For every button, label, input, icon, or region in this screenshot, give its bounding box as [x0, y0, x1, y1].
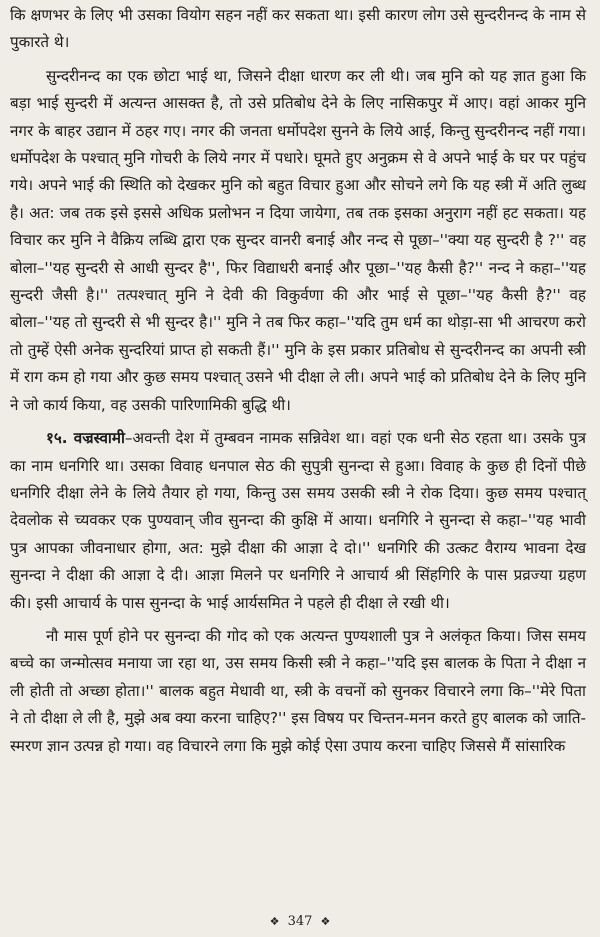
- page-footer: [0, 914, 600, 929]
- paragraph-text: नौ मास पूर्ण होने पर सुनन्दा की गोद को एक अत्यन्त पुण्यशाली पुत्र ने अलंकृत किया। जिस समय बच्चे का जन्मोत्सव मनाया जा रहा था, उस समय किसी स्त्री ने कहा–''यदि इस बालक के पिता ने दीक्षा न ली होती तो अच्छा होता।'' बालक बहुत मेधावी था, स्त्री के वचनों को सुनकर विचारने लगा कि–''मेरे पिता ने तो दीक्षा ले ली है, मुझे अब क्या करना चाहिए?'' इस विषय पर चिन्तन-मनन करते हुए बालक को जाति-स्मरण ज्ञान उत्पन्न हो गया। वह विचारने लगा कि मुझे कोई ऐसा उपाय करना चाहिए जिससे मैं सांसारिक: [10, 626, 586, 755]
- paragraph-vajraswami: [10, 425, 586, 617]
- section-heading: १५. वज्रस्वामी: [46, 429, 125, 448]
- paragraph-continuation: [10, 2, 586, 57]
- paragraph-text: कि क्षणभर के लिए भी उसका वियोग सहन नहीं कर सकता था। इसी कारण लोग उसे सुन्दरीनन्द के नाम से पुकारते थे।: [10, 6, 586, 52]
- paragraph-text: –अवन्ती देश में तुम्बवन नामक सन्निवेश था। वहां एक धनी सेठ रहता था। उसके पुत्र का नाम धनगिरि था। उसका विवाह धनपाल सेठ की सुपुत्री सुनन्दा से हुआ। विवाह के कुछ ही दिनों पीछे धनगिरि दीक्षा लेने के लिये तैयार हो गया, किन्तु उस समय उसकी स्त्री ने रोक दिया। कुछ समय पश्चात् देवलोक से च्यवकर एक पुण्यवान् जीव सुनन्दा की कुक्षि में आया। धनगिरि ने सुनन्दा से कहा–''यह भावी पुत्र आपका जीवनाधार होगा, अत: मुझे दीक्षा की आज्ञा दे दो।'' धनगिरि की उत्कट वैराग्य भावना देख सुनन्दा ने दीक्षा की आज्ञा दे दी। आज्ञा मिलने पर धनगिरि ने आचार्य श्री सिंहगिरि के पास प्रव्रज्या ग्रहण की। इसी आचार्य के पास सुनन्दा के भाई आर्यसमित ने पहले ही दीक्षा ले रखी थी।: [10, 429, 586, 612]
- ornament-left-icon: ❖: [269, 915, 280, 928]
- paragraph-text: सुन्दरीनन्द का एक छोटा भाई था, जिसने दीक्षा धारण कर ली थी। जब मुनि को यह ज्ञात हुआ कि बड़ा भाई सुन्दरी में अत्यन्त आसक्त है, तो उसे प्रतिबोध देने के लिए नासिकपुर में आए। वहां आकर मुनि नगर के बाहर उद्यान में ठहर गए। नगर की जनता धर्मोपदेश सुनने के लिये आई, किन्तु सुन्दरीनन्द नहीं गया। धर्मोपदेश के पश्चात् मुनि गोचरी के लिये नगर में पधारे। घूमते हुए अनुक्रम से वे अपने भाई के घर पर पहुंच गये। अपने भाई की स्थिति को देखकर मुनि को बहुत विचार हुआ और सोचने लगे कि यह स्त्री में अति लुब्ध है। अत: जब तक इसे इससे अधिक प्रलोभन न दिया जायेगा, तब तक इसका अनुराग नहीं हट सकता। यह विचार कर मुनि ने वैक्रिय लब्धि द्वारा एक सुन्दर वानरी बनाई और नन्द से पूछा–''क्या यह सुन्दरी है ?'' वह बोला–''यह सुन्दरी से आधी सुन्दर है'', फिर विद्याधरी बनाई और पूछा–''यह कैसी है?'' नन्द ने कहा–''यह सुन्दरी जैसी है।'' तत्पश्चात् मुनि ने देवी की विकुर्वणा की और भाई से पूछा–''यह कैसी है?'' वह बोला–''यह तो सुन्दरी से भी सुन्दर है।'' मुनि ने तब फिर कहा–''यदि तुम धर्म का थोड़ा-सा भी आचरण करो तो तुम्हें ऐसी अनेक सुन्दरियां प्राप्त हो सकती हैं।'' मुनि के इस प्रकार प्रतिबोध से सुन्दरीनन्द का अपनी स्त्री में राग कम हो गया और कुछ समय पश्चात् उसने भी दीक्षा ले ली। अपने भाई को प्रतिबोध देने के लिए मुनि ने जो कार्य किया, वह उसकी पारिणामिकी बुद्धि थी।: [10, 66, 586, 414]
- ornament-right-icon: ❖: [320, 915, 331, 928]
- page-number: 347: [287, 914, 313, 929]
- paragraph-sundarinand-brother: [10, 63, 586, 419]
- paragraph-birth: [10, 623, 586, 760]
